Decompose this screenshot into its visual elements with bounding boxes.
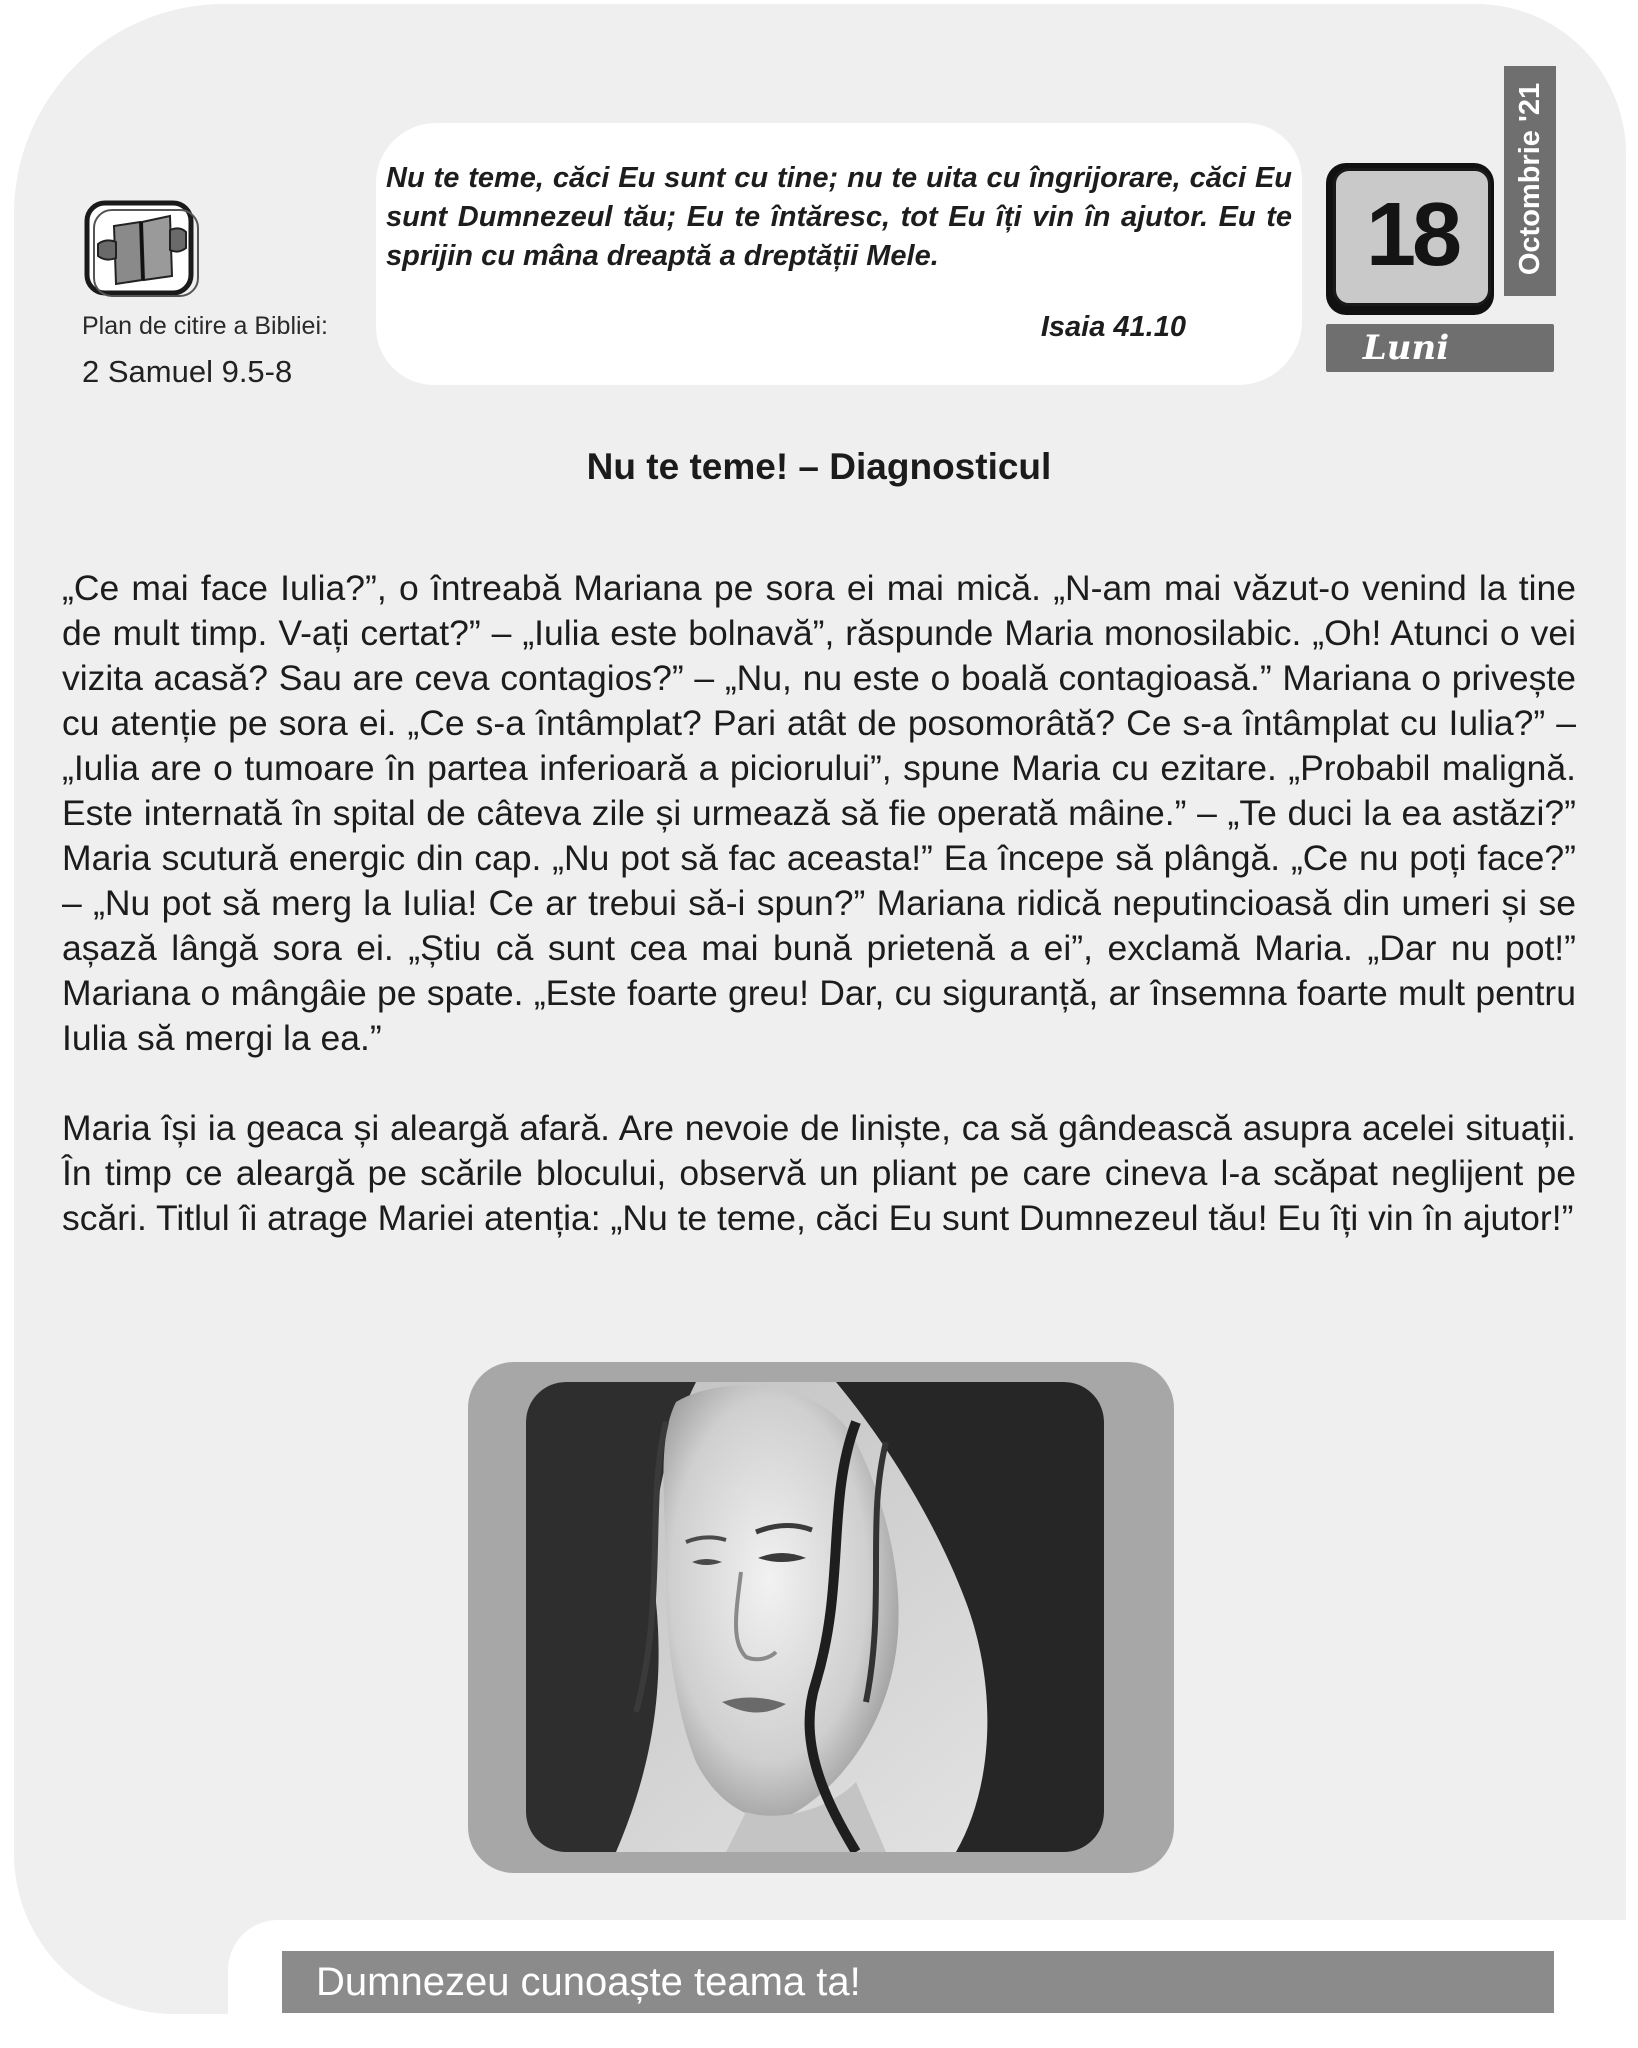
day-number: 18 bbox=[1365, 185, 1459, 285]
story-paragraph: Maria își ia geaca și aleargă afară. Are nevoie de liniște, ca să gândească asupra acelei situații. În timp ce aleargă pe scările blocului, observă un pliant pe care cineva l-a scăpat neglijent pe scări. Titlul îi atrage Mariei atenția: „Nu te teme, căci Eu sunt Dumnezeul tău! Eu îți vin în ajutor!” bbox=[62, 1108, 1576, 1238]
page-title: Nu te teme! – Diagnosticul bbox=[586, 446, 1052, 487]
open-bible-icon bbox=[84, 200, 200, 298]
reading-plan bbox=[80, 200, 400, 410]
verse-reference: Isaia 41.10 bbox=[1040, 311, 1186, 343]
weekday: Luni bbox=[1362, 328, 1450, 368]
verse-box bbox=[376, 123, 1302, 385]
month-strip bbox=[1504, 66, 1556, 296]
reading-plan-label: Plan de citire a Bibliei: bbox=[82, 312, 328, 340]
bottom-banner bbox=[282, 1951, 1554, 2013]
reading-plan-reference: 2 Samuel 9.5-8 bbox=[82, 354, 293, 389]
day-card bbox=[1333, 168, 1491, 306]
date-block bbox=[1326, 62, 1562, 382]
photo-frame bbox=[468, 1362, 1174, 1873]
verse-text: Nu te teme, căci Eu sunt cu tine; nu te uita cu îngrijorare, căci Eu sunt Dumnezeul tău; Eu te întăresc, tot Eu îți vin în ajutor. Eu te sprijin cu mâna dreaptă a dreptății Mele. bbox=[386, 162, 1292, 272]
weekday-strip bbox=[1326, 324, 1554, 372]
story-paragraph: „Ce mai face Iulia?”, o întreabă Mariana pe sora ei mai mică. „N-am mai văzut-o venind la tine de mult timp. V-ați certat?” – „Iulia este bolnavă”, răspunde Maria monosilabic. „Oh! Atunci o vei vizita acasă? Sau are ceva contagios?” – „Nu, nu este o boală contagioasă.” Mariana o privește cu atenție pe sora ei. „Ce s-a întâmplat? Pari atât de posomorâtă? Ce s-a întâmplat cu Iulia?” – „Iulia are o tumoare în partea inferioară a piciorului”, spune Maria cu ezitare. „Probabil malignă. Este internată în spital de câteva zile și urmează să fie operată mâine.” – „Te duci la ea astăzi?” Maria scutură energic din cap. „Nu pot să fac aceasta!” Ea începe să plângă. „Ce nu poți face?” – „Nu pot să merg la Iulia! Ce ar trebui să-i spun?” Mariana ridică neputincioasă din umeri și se așază lângă sora ei. „Știu că sunt cea mai bună prietenă a ei”, exclamă Maria. „Dar nu pot!” Mariana o mângâie pe spate. „Este foarte greu! Dar, cu siguranță, ar însemna foarte mult pentru Iulia să mergi la ea.” bbox=[62, 568, 1576, 1058]
bottom-banner-text: Dumnezeu cunoaște teama ta! bbox=[316, 1960, 861, 2004]
woman-portrait-photo bbox=[526, 1382, 1104, 1852]
story-body bbox=[62, 566, 1576, 1241]
month-year: Octombrie '21 bbox=[1514, 82, 1546, 276]
